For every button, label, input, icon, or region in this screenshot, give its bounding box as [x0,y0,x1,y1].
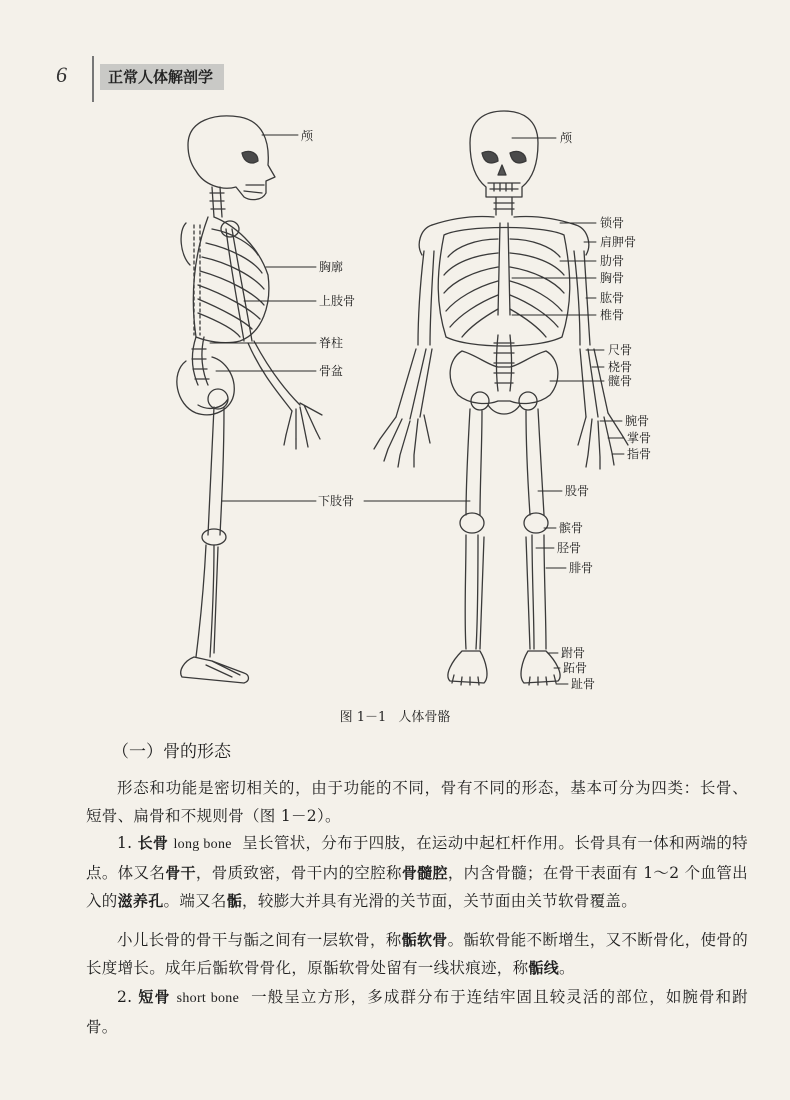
term-diaphysis: 骨干 [165,864,196,882]
front-skeleton [374,111,628,685]
text-segment: 。端又名 [163,892,227,910]
term-epiphyseal-cartilage: 骺软骨 [401,931,448,949]
term-medullary-cavity: 骨髓腔 [401,864,448,882]
label-clavicle: 锁骨 [600,216,625,230]
text-segment: ，较膨大并具有光滑的关节面，关节面由关节软骨覆盖。 [242,892,638,910]
paragraph-short-bone [86,983,748,1041]
text-segment: 。 [559,959,575,977]
paragraph-intro: 形态和功能是密切相关的，由于功能的不同，骨有不同的形态，基本可分为四类：长骨、短骨、扁骨和不规则骨（图 1－2）。 [86,779,748,825]
skeleton-figure [0,105,790,705]
section-heading: （一）骨的形态 [112,742,231,762]
label-hip-bone: 髋骨 [608,374,633,388]
paragraph-long-bone [86,829,748,915]
label-tarsals: 跗骨 [561,646,586,660]
text-segment: 小儿长骨的骨干与骺之间有一层软骨，称 [117,931,402,949]
term-short-bone: 短骨 [138,988,171,1006]
label-lower-limb-bones: 下肢骨 [318,494,355,508]
running-head-title: 正常人体解剖学 [100,64,224,90]
label-phalanges-foot: 趾骨 [571,677,596,691]
term-long-bone: 长骨 [137,834,169,852]
label-tibia: 胫骨 [557,541,582,555]
label-carpals: 腕骨 [625,414,650,428]
label-femur: 股骨 [565,484,590,498]
side-skeleton [177,116,322,683]
label-upper-limb-bones: 上肢骨 [319,294,356,308]
label-metacarpals: 掌骨 [627,431,652,445]
figure-title: 人体骨骼 [398,710,451,725]
label-sternum: 胸骨 [600,271,625,285]
header-divider [92,56,94,102]
page-number: 6 [56,62,67,87]
item-number: 2. [117,988,133,1006]
latin-term: short bone [176,991,240,1006]
label-metatarsals: 跖骨 [563,661,588,675]
label-skull-right: 颅 [560,131,573,145]
label-pelvis: 骨盆 [319,364,344,378]
label-ribs: 肋骨 [600,254,625,268]
term-epiphysis: 骺 [226,892,243,910]
latin-term: long bone [173,837,232,852]
figure-caption [0,706,790,725]
label-thorax: 胸廓 [319,260,344,274]
paragraph-epiphyseal-cartilage [86,926,748,982]
label-vertebrae: 椎骨 [600,308,625,322]
item-number: 1. [117,834,133,852]
label-skull-left: 颅 [301,129,314,143]
term-nutrient-foramen: 滋养孔 [117,892,164,910]
text-segment: 。骺软骨能不断增生，又不断骨化，使骨的长度增长。成年后骺软骨骨化，原骺软骨处留有一线状痕迹，称 [86,931,748,977]
label-fibula: 腓骨 [569,561,594,575]
skeleton-illustration [0,105,790,705]
figure-number: 图 1－1 [339,710,387,725]
label-patella: 髌骨 [559,521,584,535]
term-epiphyseal-line: 骺线 [528,959,560,977]
text-segment: 一般呈立方形，多成群分布于连结牢固且较灵活的部位，如腕骨和跗骨。 [86,988,748,1036]
label-phalanges-hand: 指骨 [627,447,652,461]
text-segment: 呈长管状，分布于四肢，在运动中起杠杆作用。长骨具有一体和两端的特点。体又名 [86,834,748,882]
text-segment: ，骨质致密，骨干内的空腔称 [195,864,402,882]
label-scapula: 肩胛骨 [600,235,637,249]
label-ulna: 尺骨 [608,343,633,357]
label-radius: 桡骨 [608,360,633,374]
text-segment: ，内含骨髓；在骨干表面有 1～2 个血管出入的 [86,864,748,910]
leader-lines [210,135,624,684]
label-vertebral-column: 脊柱 [319,336,344,350]
label-humerus: 肱骨 [600,291,625,305]
